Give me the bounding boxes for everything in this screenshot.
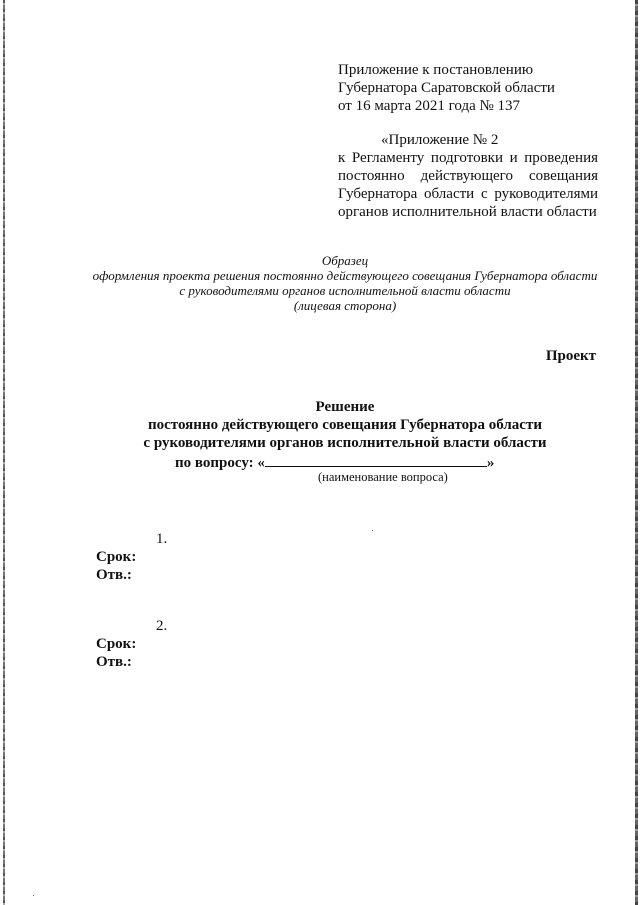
question-prefix: по вопросу: « [175,455,265,471]
appendix-line-4: органов исполнительной власти области [338,204,597,220]
item-1-responsible-label: Отв.: [96,567,132,583]
appendix-line-3: Губернатора области с руководителями [338,186,598,202]
item-2-deadline-label: Срок: [96,636,137,652]
item-1-number: 1. [156,531,168,547]
question-blank [265,452,487,467]
decision-line-2: с руководителями органов исполнительной власти области [143,435,547,451]
attachment-line-1: Приложение к постановлению [338,62,534,78]
sample-line-4: (лицевая сторона) [293,298,397,313]
sample-line-2: оформления проекта решения постоянно действующего совещания Губернатора области [92,268,598,283]
item-2-number: 2. [156,618,168,634]
scan-edge-left [3,0,5,905]
decision-line-1: постоянно действующего совещания Губернатора области [148,417,542,433]
appendix-line-1: к Регламенту подготовки и проведения [338,150,598,166]
question-suffix: » [486,455,495,471]
item-1-deadline-label: Срок: [96,549,137,565]
attachment-line-2: Губернатора Саратовской области [338,80,555,96]
scan-edge-right [635,0,638,905]
decision-title: Решение [315,399,375,415]
appendix-heading: «Приложение № 2 [381,132,499,148]
sample-line-3: с руководителями органов исполнительной власти области [179,283,511,298]
attachment-line-3: от 16 марта 2021 года № 137 [338,98,521,114]
scan-speck [33,895,34,896]
appendix-line-2: постоянно действующего совещания [338,168,598,184]
sample-title: Образец [321,253,369,268]
draft-label: Проект [545,348,596,364]
question-caption: (наименование вопроса) [318,470,448,484]
scan-speck [372,530,373,531]
item-2-responsible-label: Отв.: [96,654,132,670]
